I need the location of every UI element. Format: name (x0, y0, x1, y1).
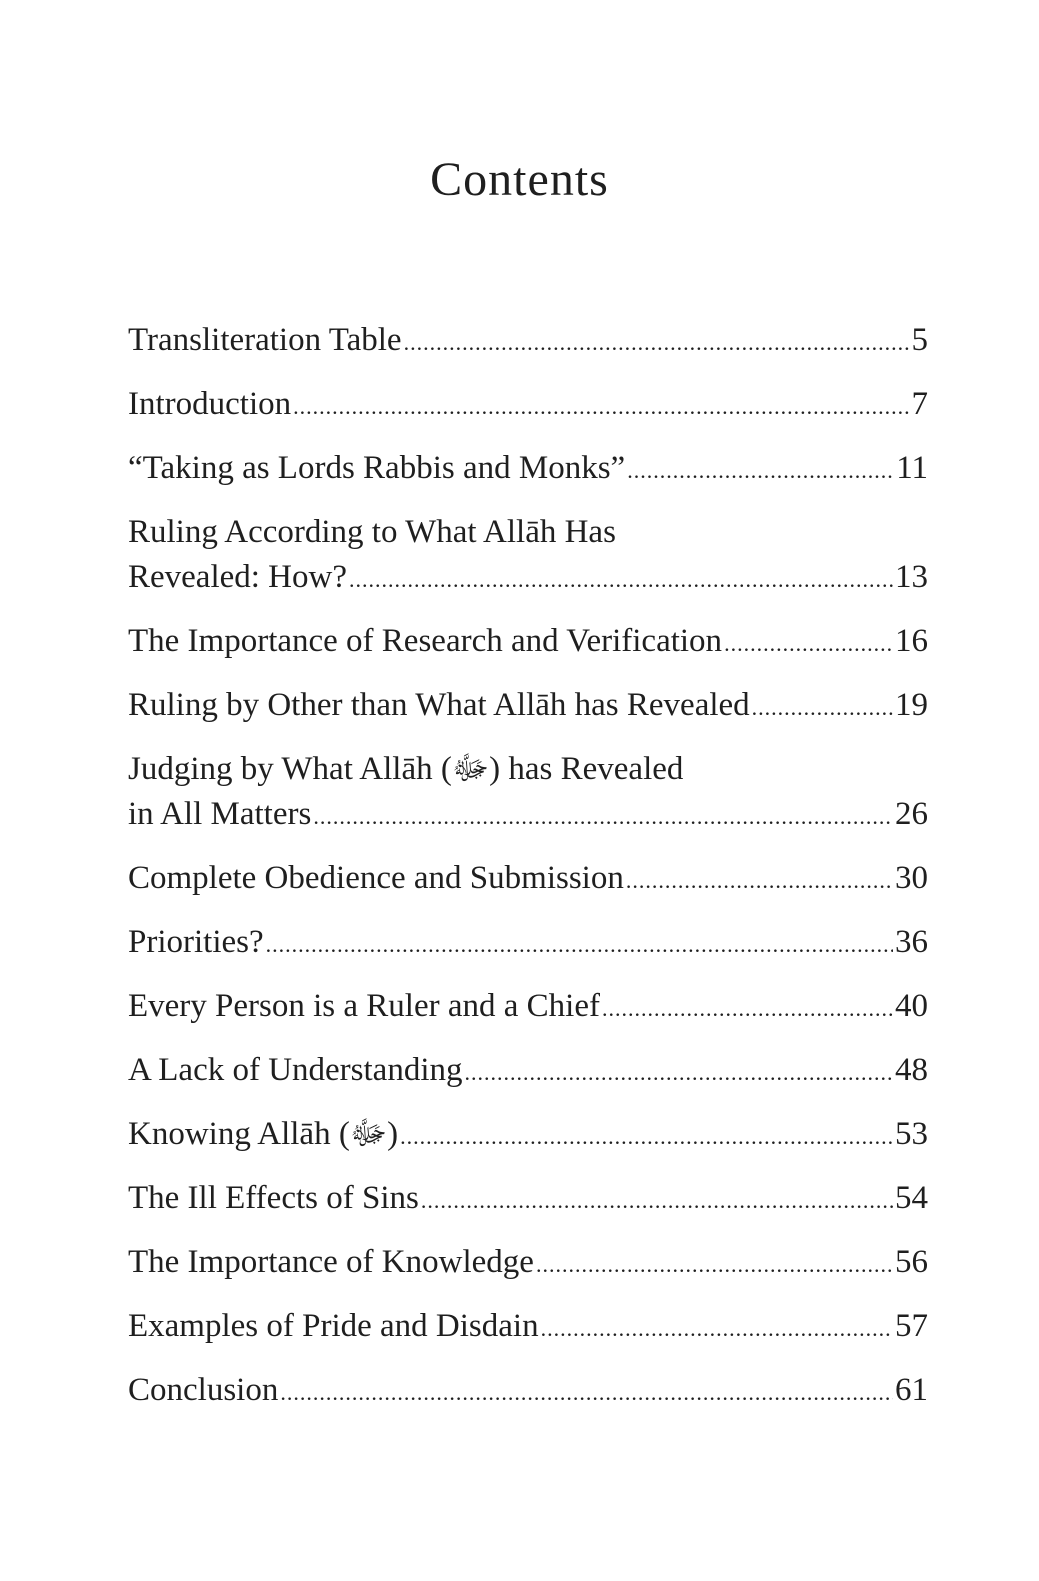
toc-entry-priorities[interactable] (128, 920, 928, 967)
toc-page-number: 26 (895, 796, 928, 832)
toc-entry-label: Introduction (128, 386, 292, 422)
toc-entry-ruling-by-other[interactable] (128, 683, 928, 730)
toc-entry-knowing-allah[interactable] (128, 1112, 928, 1159)
dot-leader (626, 858, 893, 903)
toc-entry-label: Priorities? (128, 924, 264, 960)
toc-page-number: 56 (895, 1244, 928, 1280)
toc-entry-importance-of-research[interactable] (128, 619, 928, 666)
dot-leader (602, 986, 893, 1031)
toc-entry-label: Examples of Pride and Disdain (128, 1308, 539, 1344)
toc-page-number: 54 (895, 1180, 928, 1216)
toc-page-number: 30 (895, 860, 928, 896)
toc-page-number: 61 (895, 1372, 928, 1408)
toc-entry-label: The Importance of Knowledge (128, 1244, 534, 1280)
toc-entry-label: Conclusion (128, 1372, 279, 1408)
toc-entry-label: The Importance of Research and Verification (128, 623, 723, 659)
dot-leader (266, 922, 893, 967)
dot-leader (400, 1114, 893, 1159)
toc-entry-label: “Taking as Lords Rabbis and Monks” (128, 450, 626, 486)
toc-entry-complete-obedience[interactable] (128, 856, 928, 903)
table-of-contents (128, 318, 928, 1432)
toc-entry-importance-of-knowledge[interactable] (128, 1240, 928, 1287)
page-title: Contents (430, 153, 609, 206)
toc-entry-label: Every Person is a Ruler and a Chief (128, 988, 600, 1024)
toc-entry-label: in All Matters (128, 796, 312, 832)
toc-entry-label: Ruling by Other than What Allāh has Revealed (128, 687, 750, 723)
toc-entry-label: Revealed: How? (128, 559, 347, 595)
dot-leader (404, 320, 910, 365)
toc-page-number: 7 (911, 386, 928, 422)
toc-entry-taking-as-lords[interactable] (128, 446, 928, 493)
dot-leader (293, 384, 909, 429)
toc-entry-label-line1: Ruling According to What Allāh Has (128, 514, 616, 550)
toc-entry-pride-and-disdain[interactable] (128, 1304, 928, 1351)
dot-leader (536, 1242, 893, 1287)
toc-page-number: 57 (895, 1308, 928, 1344)
toc-page-number: 13 (895, 559, 928, 595)
dot-leader (421, 1178, 893, 1223)
toc-page-number: 48 (895, 1052, 928, 1088)
dot-leader (627, 448, 894, 493)
toc-page-number: 36 (895, 924, 928, 960)
toc-entry-lack-of-understanding[interactable] (128, 1048, 928, 1095)
dot-leader (280, 1370, 893, 1415)
dot-leader (752, 685, 893, 730)
toc-entry-label: The Ill Effects of Sins (128, 1180, 419, 1216)
dot-leader (313, 794, 893, 839)
dot-leader (465, 1050, 894, 1095)
toc-page-number: 11 (896, 450, 928, 486)
toc-entry-label: Knowing Allāh (ﷻ) (128, 1116, 399, 1152)
toc-entry-judging-by[interactable] (128, 747, 928, 839)
toc-page-number: 53 (895, 1116, 928, 1152)
toc-entry-every-person[interactable] (128, 984, 928, 1031)
dot-leader (541, 1306, 893, 1351)
dot-leader (724, 621, 893, 666)
toc-entry-label-line1: Judging by What Allāh (ﷻ) has Revealed (128, 751, 684, 787)
toc-entry-label: Transliteration Table (128, 322, 402, 358)
toc-page-number: 16 (895, 623, 928, 659)
toc-entry-ruling-according[interactable] (128, 510, 928, 602)
toc-entry-label: Complete Obedience and Submission (128, 860, 624, 896)
toc-entry-introduction[interactable] (128, 382, 928, 429)
toc-page-number: 40 (895, 988, 928, 1024)
toc-entry-ill-effects[interactable] (128, 1176, 928, 1223)
toc-entry-transliteration-table[interactable] (128, 318, 928, 365)
toc-entry-conclusion[interactable] (128, 1368, 928, 1415)
dot-leader (349, 557, 893, 602)
toc-entry-label: A Lack of Understanding (128, 1052, 463, 1088)
toc-page-number: 19 (895, 687, 928, 723)
toc-page-number: 5 (911, 322, 928, 358)
